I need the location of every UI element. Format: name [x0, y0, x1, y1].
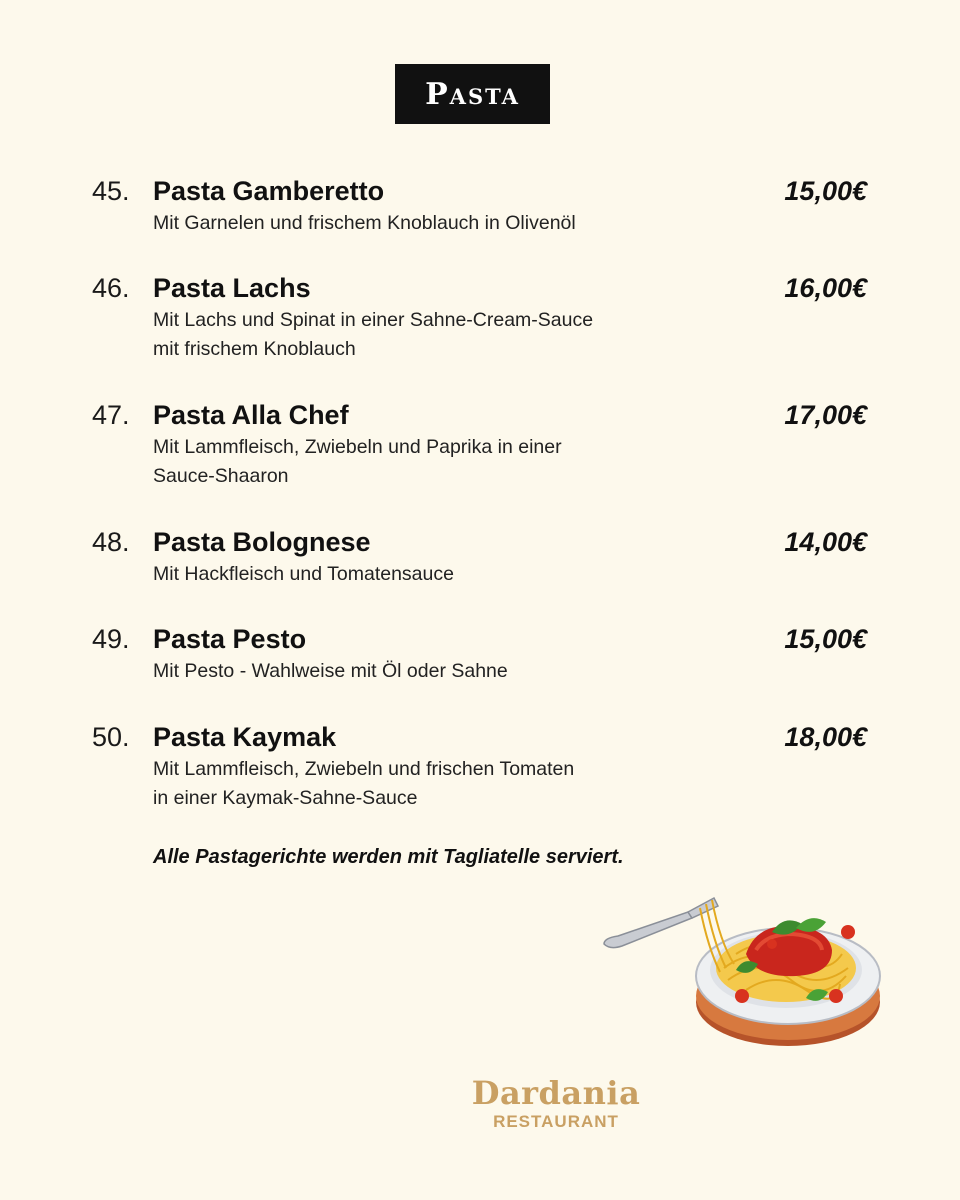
item-description: [153, 209, 673, 238]
item-name: Pasta Lachs: [153, 273, 311, 303]
item-description: [153, 433, 673, 491]
spaghetti-plate-icon: [596, 884, 892, 1054]
item-price: 15,00€: [784, 624, 867, 654]
description-line: Sauce-Shaaron: [153, 465, 289, 487]
item-number: 49.: [92, 624, 130, 654]
item-name: Pasta Gamberetto: [153, 176, 385, 206]
item-number: 46.: [92, 273, 130, 303]
description-line: Mit Pesto - Wahlweise mit Öl oder Sahne: [153, 660, 508, 682]
serving-note: Alle Pastagerichte werden mit Tagliatelle serviert.: [153, 846, 624, 868]
item-number: 48.: [92, 527, 130, 557]
brand-name: Dardania: [471, 1074, 641, 1112]
item-description: [153, 657, 673, 686]
item-description: [153, 306, 673, 364]
description-line: mit frischem Knoblauch: [153, 338, 356, 360]
description-line: Mit Lammfleisch, Zwiebeln und Paprika in einer: [153, 436, 562, 458]
item-price: 17,00€: [784, 400, 867, 430]
item-name: Pasta Kaymak: [153, 722, 337, 752]
item-price: 18,00€: [784, 722, 867, 752]
restaurant-logo: [460, 1074, 652, 1132]
description-line: Mit Hackfleisch und Tomatensauce: [153, 563, 454, 585]
description-line: Mit Lammfleisch, Zwiebeln und frischen Tomaten: [153, 758, 575, 780]
item-name: Pasta Bolognese: [153, 527, 371, 557]
item-description: [153, 560, 673, 589]
description-line: Mit Lachs und Spinat in einer Sahne-Cream-Sauce: [153, 309, 594, 331]
brand-subtitle: RESTAURANT: [493, 1112, 619, 1131]
item-number: 45.: [92, 176, 130, 206]
page-title: Pasta: [395, 64, 550, 124]
item-name: Pasta Alla Chef: [153, 400, 349, 430]
item-number: 47.: [92, 400, 130, 430]
item-price: 16,00€: [784, 273, 867, 303]
item-number: 50.: [92, 722, 130, 752]
description-line: Mit Garnelen und frischem Knoblauch in Olivenöl: [153, 212, 576, 234]
item-description: [153, 755, 673, 813]
item-price: 14,00€: [784, 527, 867, 557]
item-name: Pasta Pesto: [153, 624, 307, 654]
item-price: 15,00€: [784, 176, 867, 206]
description-line: in einer Kaymak-Sahne-Sauce: [153, 787, 418, 809]
